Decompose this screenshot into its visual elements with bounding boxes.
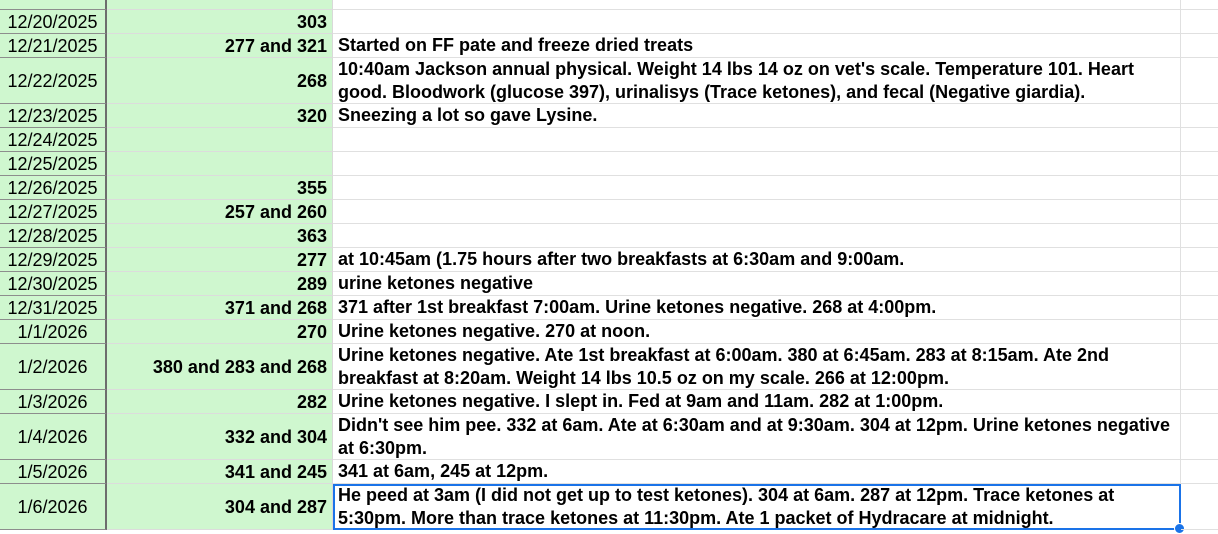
note-cell[interactable]	[333, 320, 1181, 344]
note-cell[interactable]	[333, 200, 1181, 224]
empty-cell[interactable]	[1181, 200, 1218, 224]
reading-text: 277	[296, 249, 327, 270]
note-cell[interactable]	[333, 58, 1181, 104]
date-text: 12/22/2025	[7, 70, 98, 91]
date-cell[interactable]	[0, 320, 107, 344]
date-cell[interactable]	[0, 248, 107, 272]
date-text: 1/2/2026	[17, 356, 88, 377]
reading-cell[interactable]	[107, 484, 333, 530]
empty-cell[interactable]	[1181, 10, 1218, 34]
table-row	[0, 224, 1218, 248]
empty-cell[interactable]	[1181, 414, 1218, 460]
empty-cell[interactable]	[1181, 224, 1218, 248]
empty-cell[interactable]	[1181, 296, 1218, 320]
reading-cell[interactable]	[107, 128, 333, 152]
note-cell[interactable]	[333, 248, 1181, 272]
date-cell[interactable]	[0, 10, 107, 34]
reading-text: 363	[296, 225, 327, 246]
reading-text: 277 and 321	[224, 35, 327, 56]
note-text: Started on FF pate and freeze dried treats	[338, 35, 694, 55]
note-cell[interactable]	[333, 414, 1181, 460]
reading-cell[interactable]	[107, 0, 333, 10]
empty-cell[interactable]	[1181, 152, 1218, 176]
date-text: 1/1/2026	[17, 321, 88, 342]
table-row	[0, 176, 1218, 200]
date-cell[interactable]	[0, 296, 107, 320]
empty-cell[interactable]	[1181, 460, 1218, 484]
note-cell[interactable]	[333, 176, 1181, 200]
reading-cell[interactable]	[107, 104, 333, 128]
note-text: Urine ketones negative. I slept in. Fed at 9am and 11am. 282 at 1:00pm.	[338, 391, 944, 411]
empty-cell[interactable]	[1181, 272, 1218, 296]
date-text: 12/28/2025	[7, 225, 98, 246]
reading-text: 268	[296, 70, 327, 91]
reading-text: 282	[296, 391, 327, 412]
table-row	[0, 34, 1218, 58]
note-cell[interactable]	[333, 0, 1181, 10]
reading-text: 332 and 304	[224, 426, 327, 447]
reading-text: 270	[296, 321, 327, 342]
reading-cell[interactable]	[107, 152, 333, 176]
reading-cell[interactable]	[107, 344, 333, 390]
note-cell[interactable]	[333, 152, 1181, 176]
date-text: 12/24/2025	[7, 129, 98, 150]
date-cell[interactable]	[0, 224, 107, 248]
reading-text: 355	[296, 177, 327, 198]
table-row	[0, 414, 1218, 460]
reading-cell[interactable]	[107, 176, 333, 200]
note-text: Urine ketones negative. Ate 1st breakfast at 6:00am. 380 at 6:45am. 283 at 8:15am. Ate 2nd breakfast at 8:20am. Weight 14 lbs 10.5 oz on my scale. 266 at 12:00pm.	[338, 344, 1110, 388]
note-cell[interactable]	[333, 272, 1181, 296]
empty-cell[interactable]	[1181, 58, 1218, 104]
table-row	[0, 296, 1218, 320]
date-text: 1/3/2026	[17, 391, 88, 412]
date-text: 12/25/2025	[7, 153, 98, 174]
date-text: 12/21/2025	[7, 35, 98, 56]
date-cell[interactable]	[0, 200, 107, 224]
date-text: 1/5/2026	[17, 461, 88, 482]
date-text: 12/27/2025	[7, 201, 98, 222]
date-text: 1/6/2026	[17, 496, 88, 517]
date-cell[interactable]	[0, 390, 107, 414]
note-cell[interactable]	[333, 460, 1181, 484]
reading-cell[interactable]	[107, 10, 333, 34]
note-text: He peed at 3am (I did not get up to test ketones). 304 at 6am. 287 at 12pm. Trace ketones at 5:30pm. More than trace ketones at 11:30pm. Ate 1 packet of Hydracare at midnight.	[338, 484, 1115, 528]
note-cell[interactable]	[333, 296, 1181, 320]
empty-cell[interactable]	[1181, 34, 1218, 58]
date-text: 12/30/2025	[7, 273, 98, 294]
table-row	[0, 200, 1218, 224]
note-cell[interactable]	[333, 128, 1181, 152]
date-cell[interactable]	[0, 344, 107, 390]
date-text: 12/20/2025	[7, 11, 98, 32]
date-cell[interactable]	[0, 460, 107, 484]
note-text: urine ketones negative	[338, 273, 534, 293]
note-cell[interactable]	[333, 10, 1181, 34]
table-row	[0, 58, 1218, 104]
note-cell[interactable]	[333, 104, 1181, 128]
reading-cell[interactable]	[107, 296, 333, 320]
note-text: at 10:45am (1.75 hours after two breakfasts at 6:30am and 9:00am.	[338, 249, 905, 269]
reading-text: 380 and 283 and 268	[152, 356, 327, 377]
date-cell[interactable]	[0, 34, 107, 58]
empty-cell[interactable]	[1181, 320, 1218, 344]
date-cell[interactable]	[0, 272, 107, 296]
note-text: Sneezing a lot so gave Lysine.	[338, 105, 598, 125]
table-row	[0, 272, 1218, 296]
table-row	[0, 484, 1218, 530]
note-cell[interactable]	[333, 390, 1181, 414]
empty-cell[interactable]	[1181, 176, 1218, 200]
date-cell[interactable]	[0, 104, 107, 128]
empty-cell[interactable]	[1181, 390, 1218, 414]
note-cell[interactable]	[333, 224, 1181, 248]
date-text: 12/29/2025	[7, 249, 98, 270]
date-cell[interactable]	[0, 484, 107, 530]
table-row	[0, 10, 1218, 34]
empty-cell[interactable]	[1181, 128, 1218, 152]
date-cell[interactable]	[0, 414, 107, 460]
reading-text: 257 and 260	[224, 201, 327, 222]
table-row	[0, 344, 1218, 390]
date-text: 12/31/2025	[7, 297, 98, 318]
reading-cell[interactable]	[107, 200, 333, 224]
reading-text: 289	[296, 273, 327, 294]
note-text: 10:40am Jackson annual physical. Weight 14 lbs 14 oz on vet's scale. Temperature 101. Heart good. Bloodwork (glucose 397), urinalisys (Trace ketones), and fecal (Negative giardia).	[338, 58, 1134, 102]
table-row	[0, 248, 1218, 272]
reading-text: 303	[296, 11, 327, 32]
date-cell[interactable]	[0, 152, 107, 176]
reading-text: 320	[296, 105, 327, 126]
note-text: Didn't see him pee. 332 at 6am. Ate at 6:30am and at 9:30am. 304 at 12pm. Urine ketones negative at 6:30pm.	[338, 414, 1170, 458]
reading-cell[interactable]	[107, 248, 333, 272]
empty-cell[interactable]	[1181, 248, 1218, 272]
selected-note-cell[interactable]	[333, 484, 1181, 530]
reading-text: 371 and 268	[224, 297, 327, 318]
empty-cell[interactable]	[1181, 484, 1218, 530]
date-cell[interactable]	[0, 0, 107, 10]
table-row	[0, 460, 1218, 484]
date-cell[interactable]	[0, 58, 107, 104]
empty-cell[interactable]	[1181, 0, 1218, 10]
note-text: 371 after 1st breakfast 7:00am. Urine ketones negative. 268 at 4:00pm.	[338, 297, 937, 317]
reading-cell[interactable]	[107, 272, 333, 296]
reading-text: 341 and 245	[224, 461, 327, 482]
table-row	[0, 390, 1218, 414]
date-text: 12/26/2025	[7, 177, 98, 198]
reading-cell[interactable]	[107, 320, 333, 344]
reading-cell[interactable]	[107, 460, 333, 484]
table-row	[0, 152, 1218, 176]
reading-text: 304 and 287	[224, 496, 327, 517]
empty-cell[interactable]	[1181, 104, 1218, 128]
reading-cell[interactable]	[107, 390, 333, 414]
table-row	[0, 0, 1218, 10]
table-row	[0, 104, 1218, 128]
date-text: 1/4/2026	[17, 426, 88, 447]
date-cell[interactable]	[0, 176, 107, 200]
table-row	[0, 128, 1218, 152]
reading-cell[interactable]	[107, 224, 333, 248]
note-text: 341 at 6am, 245 at 12pm.	[338, 461, 549, 481]
empty-cell[interactable]	[1181, 344, 1218, 390]
note-cell[interactable]	[333, 344, 1181, 390]
reading-cell[interactable]	[107, 34, 333, 58]
date-text: 12/23/2025	[7, 105, 98, 126]
table-row	[0, 320, 1218, 344]
reading-cell[interactable]	[107, 414, 333, 460]
note-cell[interactable]	[333, 34, 1181, 58]
reading-cell[interactable]	[107, 58, 333, 104]
date-cell[interactable]	[0, 128, 107, 152]
note-text: Urine ketones negative. 270 at noon.	[338, 321, 651, 341]
